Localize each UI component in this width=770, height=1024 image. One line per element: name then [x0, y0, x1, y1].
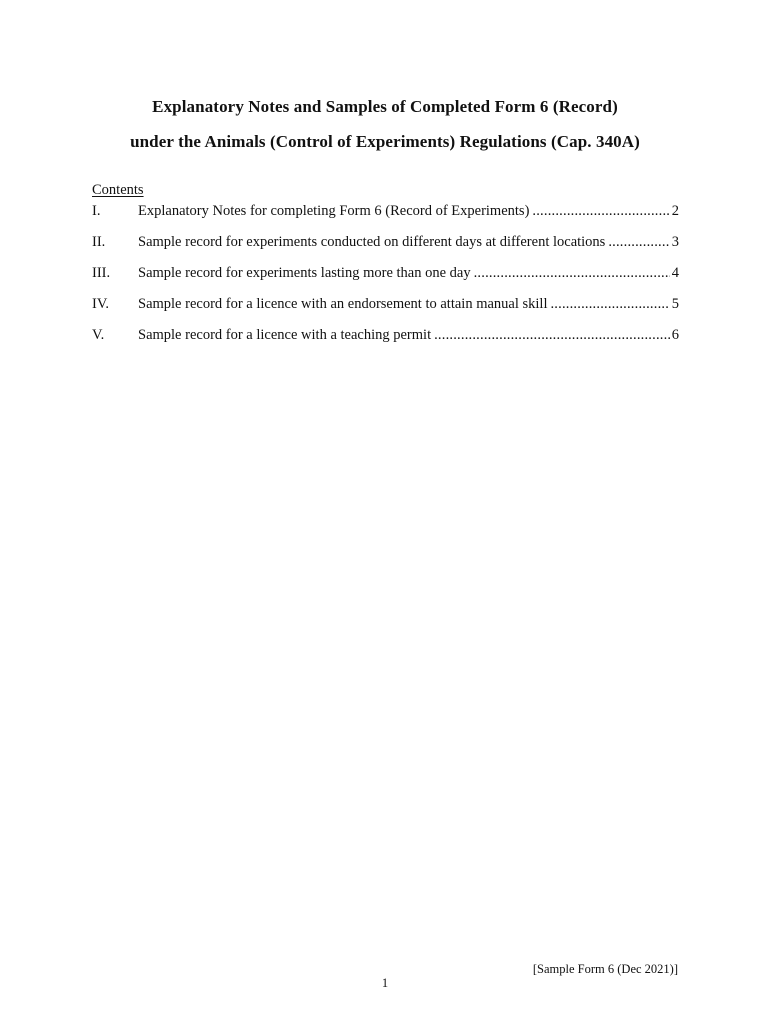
- toc-entry-3[interactable]: [92, 265, 679, 296]
- toc-entry-4[interactable]: [92, 296, 679, 327]
- toc-entry-number: V.: [92, 327, 105, 343]
- table-of-contents: [92, 203, 679, 358]
- toc-entry-title: Explanatory Notes for completing Form 6 (Record of Experiments): [138, 203, 530, 219]
- footer-form-label: [Sample Form 6 (Dec 2021)]: [532, 962, 678, 976]
- toc-entry-number: II.: [92, 234, 106, 250]
- document-title-line-1: Explanatory Notes and Samples of Completed Form 6 (Record): [152, 97, 618, 116]
- toc-entry-page: 2: [671, 203, 679, 219]
- toc-dot-leader: [474, 265, 670, 282]
- toc-entry-number: IV.: [92, 296, 110, 312]
- toc-entry-title: Sample record for experiments lasting more than one day: [138, 265, 471, 281]
- toc-entry-title: Sample record for a licence with a teaching permit: [138, 327, 432, 343]
- toc-entry-title: Sample record for experiments conducted on different days at different locations: [138, 234, 606, 250]
- toc-dot-leader: [608, 234, 669, 251]
- toc-entry-page: 5: [671, 296, 679, 312]
- toc-entry-page: 4: [671, 265, 679, 281]
- toc-entry-number: I.: [92, 203, 101, 219]
- page-number: 1: [381, 976, 389, 990]
- toc-entry-5[interactable]: [92, 327, 679, 358]
- toc-entry-number: III.: [92, 265, 111, 281]
- toc-entry-page: 3: [671, 234, 679, 250]
- toc-entry-title: Sample record for a licence with an endorsement to attain manual skill: [138, 296, 548, 312]
- toc-entry-2[interactable]: [92, 234, 679, 265]
- toc-dot-leader: [532, 203, 669, 220]
- toc-dot-leader: [550, 296, 669, 313]
- toc-dot-leader: [434, 327, 670, 344]
- contents-heading: Contents: [92, 182, 144, 198]
- toc-entry-1[interactable]: [92, 203, 679, 234]
- document-title-line-2: under the Animals (Control of Experiments) Regulations (Cap. 340A): [130, 132, 640, 151]
- toc-entry-page: 6: [671, 327, 679, 343]
